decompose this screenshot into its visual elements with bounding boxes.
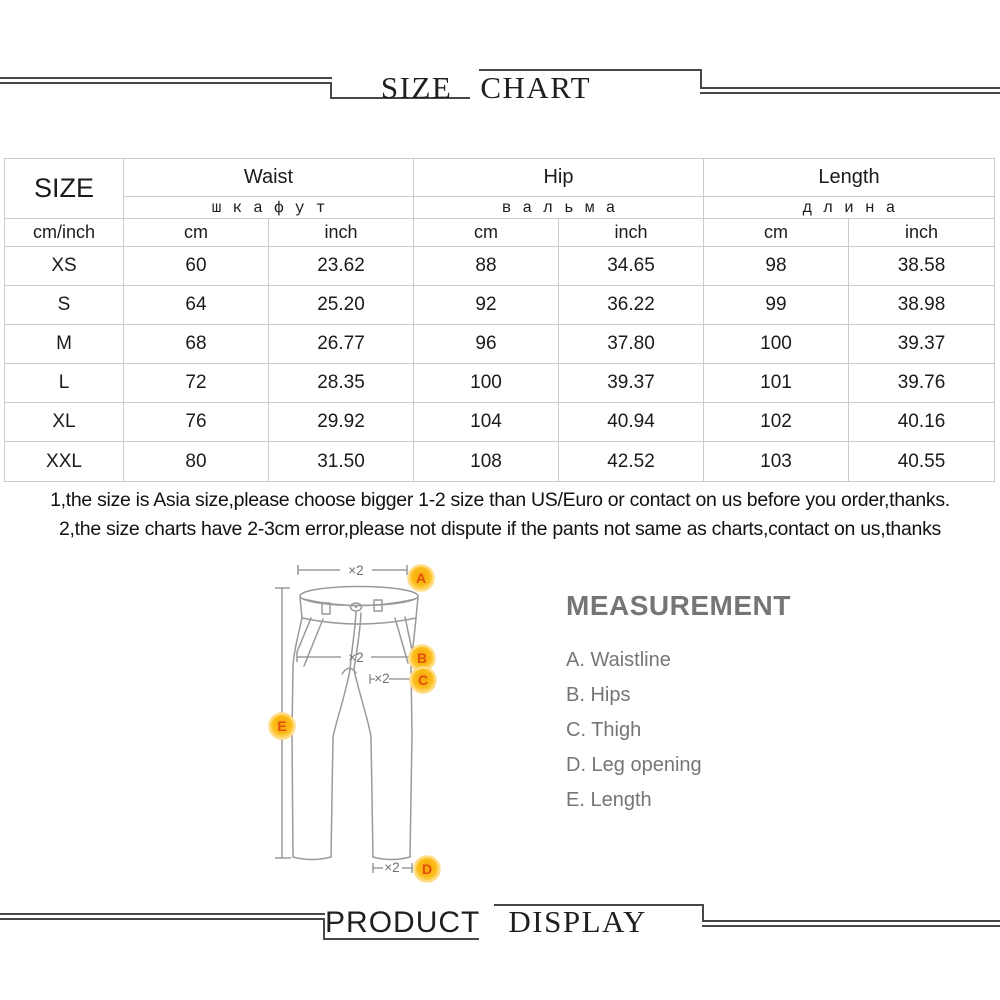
size-label-xl: XL [5, 403, 124, 442]
bottom-banner-word-display: DISPLAY [508, 904, 647, 939]
table-cell: 102 [704, 403, 849, 442]
table-cell: 39.37 [849, 325, 994, 364]
table-cell: 68 [124, 325, 269, 364]
top-banner-word-size: SIZE [380, 70, 453, 105]
table-cell: 104 [414, 403, 559, 442]
note-line-2: 2,the size charts have 2-3cm error,please not dispute if the pants not same as charts,contact on us,thanks [59, 517, 941, 540]
marker-d [415, 857, 440, 882]
header-waist-translation: шкафут [124, 197, 414, 219]
size-table [4, 158, 995, 482]
measurement-item-thigh: C. Thigh [566, 719, 642, 741]
table-cell: 88 [414, 247, 559, 286]
table-cell: 26.77 [269, 325, 414, 364]
unit-header: inch [559, 219, 704, 247]
header-length: Length [704, 159, 994, 197]
table-cell: 76 [124, 403, 269, 442]
right-inner-seam [354, 670, 373, 857]
header-length-translation: длина [704, 197, 994, 219]
unit-header: inch [269, 219, 414, 247]
bottom-banner [0, 896, 1000, 958]
marker-d-letter: D [421, 861, 433, 877]
table-cell: 23.62 [269, 247, 414, 286]
pants-measurement-diagram [255, 545, 475, 890]
table-cell: 39.37 [559, 364, 704, 403]
bottom-banner-title [0, 904, 986, 940]
button-dot [355, 606, 357, 608]
left-inner-seam [331, 670, 350, 857]
marker-a-letter: A [415, 570, 427, 586]
table-cell: 40.55 [897, 450, 946, 472]
table-cell: 101 [704, 364, 849, 403]
unit-row-label: cm/inch [5, 219, 124, 247]
table-cell: 100 [414, 364, 559, 403]
table-cell: 108 [414, 442, 559, 481]
table-cell: 25.20 [269, 286, 414, 325]
table-cell: 99 [704, 286, 849, 325]
measurement-item-waistline: A. Waistline [566, 649, 671, 671]
header-hip: Hip [414, 159, 704, 197]
table-cell: 80 [124, 442, 269, 481]
measurement-item-hips: B. Hips [566, 684, 631, 706]
unit-header: cm [704, 219, 849, 247]
table-cell: 40.94 [559, 403, 704, 442]
size-label-m: M [5, 325, 124, 364]
table-corner-label: SIZE [5, 159, 124, 219]
waist-multiplier-label: ×2 [348, 563, 364, 578]
size-label-l: L [5, 364, 124, 403]
top-banner [0, 62, 1000, 124]
table-cell: 96 [414, 325, 559, 364]
leg-opening-multiplier-label: ×2 [384, 860, 400, 875]
unit-header: inch [849, 219, 994, 247]
header-waist: Waist [124, 159, 414, 197]
table-cell: 39.76 [849, 364, 994, 403]
measurement-item-leg-opening: D. Leg opening [566, 754, 702, 776]
table-cell: 40.16 [849, 403, 994, 442]
bottom-banner-word-product: PRODUCT [325, 906, 481, 939]
top-banner-word-chart: CHART [480, 70, 592, 105]
left-hem [293, 857, 331, 860]
table-cell: 31.50 [269, 442, 414, 481]
table-cell: 37.80 [559, 325, 704, 364]
note-line-1: 1,the size is Asia size,please choose bigger 1-2 size than US/Euro or contact on us before you order,thanks. [50, 489, 950, 511]
measurement-legend [566, 590, 791, 818]
table-cell: 28.35 [269, 364, 414, 403]
table-cell: 29.92 [269, 403, 414, 442]
measurement-title: MEASUREMENT [566, 590, 791, 621]
header-hip-translation: вальма [414, 197, 704, 219]
table-cell: 60 [124, 247, 269, 286]
waistband-inner-arc [303, 599, 415, 606]
marker-b-letter: B [416, 650, 428, 666]
marker-a [409, 566, 434, 591]
hip-multiplier-label: ×2 [348, 650, 364, 665]
marker-e [270, 714, 295, 739]
size-label-s: S [5, 286, 124, 325]
table-cell: 103 [704, 442, 849, 481]
pants-outline [292, 587, 418, 860]
unit-header: cm [414, 219, 559, 247]
table-cell: 38.98 [849, 286, 994, 325]
marker-c-letter: C [417, 672, 429, 688]
table-cell: 34.65 [559, 247, 704, 286]
table-cell: 42.52 [559, 442, 704, 481]
table-cell: 98 [704, 247, 849, 286]
marker-e-letter: E [277, 718, 287, 734]
table-cell: 72 [124, 364, 269, 403]
measurement-item-length: E. Length [566, 789, 652, 811]
unit-header: cm [124, 219, 269, 247]
table-cell: 64 [124, 286, 269, 325]
size-notes [0, 486, 1000, 543]
table-cell: 92 [414, 286, 559, 325]
size-label-xxl: XXL [5, 442, 124, 481]
top-banner-title [0, 70, 986, 106]
size-label-xs: XS [5, 247, 124, 286]
table-cell: 36.22 [559, 286, 704, 325]
marker-c [411, 668, 436, 693]
thigh-multiplier-label: ×2 [374, 671, 390, 686]
table-cell: 100 [704, 325, 849, 364]
table-cell: 38.58 [849, 247, 994, 286]
